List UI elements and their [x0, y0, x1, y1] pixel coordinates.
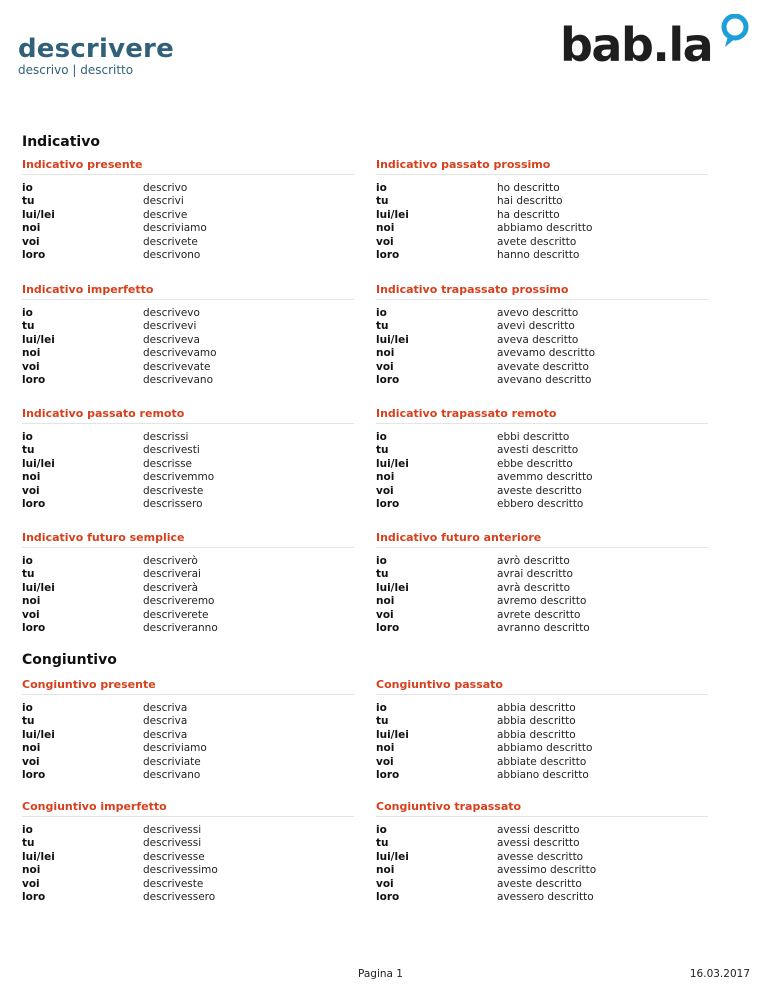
pronoun: lui/lei	[376, 581, 409, 594]
conjugation-table	[22, 702, 354, 782]
verb-form: aveva descritto	[497, 333, 579, 346]
logo-text: bab.la	[560, 18, 713, 72]
conjugation-row	[22, 702, 354, 715]
conjugation-row	[22, 444, 354, 457]
verb-form: avessimo descritto	[497, 864, 597, 877]
conjugation-row	[22, 568, 354, 581]
verb-form: descrisse	[143, 457, 193, 470]
verb-form: descriverete	[143, 608, 209, 621]
pronoun: noi	[376, 347, 395, 360]
verb-form: avrai descritto	[497, 568, 573, 581]
verb-form: avrò descritto	[497, 555, 570, 567]
pronoun: voi	[22, 877, 40, 890]
verb-form: abbia descritto	[497, 702, 576, 714]
conjugation-row	[22, 347, 354, 360]
conjugation-row	[22, 742, 354, 755]
pronoun: io	[376, 702, 387, 714]
conjugation-row	[22, 320, 354, 333]
pronoun: loro	[22, 621, 46, 634]
conjugation-row	[376, 878, 708, 891]
conjugation-table	[376, 307, 708, 387]
pronoun: noi	[22, 864, 41, 877]
tense-block-indicativo-passato-prossimo	[376, 156, 708, 262]
verb-form: avessi descritto	[497, 837, 580, 850]
tense-heading: Indicativo passato prossimo	[376, 156, 708, 175]
conjugation-row	[376, 702, 708, 715]
verb-form: ebbero descritto	[497, 497, 584, 510]
conjugation-row	[22, 864, 354, 877]
verb-form: avrete descritto	[497, 608, 581, 621]
conjugation-row	[22, 769, 354, 782]
conjugation-row	[376, 361, 708, 374]
tense-block-indicativo-imperfetto	[22, 281, 354, 387]
verb-form: descriveranno	[143, 621, 218, 634]
verb-form: avranno descritto	[497, 621, 590, 634]
pronoun: io	[376, 431, 387, 443]
pronoun: voi	[22, 360, 40, 373]
pronoun: noi	[376, 742, 395, 755]
conjugation-row	[22, 729, 354, 742]
conjugation-row	[22, 498, 354, 511]
pronoun: loro	[376, 621, 400, 634]
conjugation-row	[376, 715, 708, 728]
conjugation-table	[376, 182, 708, 262]
conjugation-row	[376, 307, 708, 320]
tense-block-indicativo-futuro-semplice	[22, 529, 354, 635]
conjugation-row	[22, 307, 354, 320]
pronoun: noi	[22, 742, 41, 755]
conjugation-row	[22, 334, 354, 347]
pronoun: noi	[22, 222, 41, 235]
tense-block-congiuntivo-passato	[376, 676, 708, 782]
pronoun: loro	[22, 497, 46, 510]
conjugation-row	[376, 334, 708, 347]
babla-logo	[560, 14, 750, 76]
tense-block-indicativo-futuro-anteriore	[376, 529, 708, 635]
pronoun: tu	[22, 444, 35, 457]
tense-block-indicativo-trapassato-remoto	[376, 405, 708, 511]
conjugation-row	[22, 891, 354, 904]
verb-form: descrivevo	[143, 307, 200, 319]
verb-form: descriviamo	[143, 222, 207, 235]
tense-heading: Congiuntivo passato	[376, 676, 708, 695]
pronoun: lui/lei	[376, 333, 409, 346]
tense-block-indicativo-presente	[22, 156, 354, 262]
pronoun: io	[22, 182, 33, 194]
conjugation-row	[376, 555, 708, 568]
conjugation-row	[22, 182, 354, 195]
pronoun: lui/lei	[22, 457, 55, 470]
verb-form: descrivesse	[143, 850, 205, 863]
page-number: Pagina 1	[358, 968, 403, 980]
conjugation-row	[22, 236, 354, 249]
pronoun: tu	[376, 837, 389, 850]
pronoun: io	[376, 307, 387, 319]
verb-form: avesti descritto	[497, 444, 579, 457]
tense-heading: Indicativo futuro semplice	[22, 529, 354, 548]
page-header	[18, 18, 750, 84]
tense-block-congiuntivo-imperfetto	[22, 798, 354, 904]
verb-principal-forms: descrivo | descritto	[18, 63, 134, 77]
conjugation-row	[376, 742, 708, 755]
pronoun: loro	[22, 890, 46, 903]
pronoun: tu	[376, 195, 389, 208]
pronoun: voi	[376, 360, 394, 373]
conjugation-row	[22, 361, 354, 374]
speech-bubble-icon	[720, 14, 750, 48]
conjugation-row	[376, 209, 708, 222]
verb-form: descrivessi	[143, 824, 202, 836]
conjugation-table	[376, 431, 708, 511]
conjugation-row	[22, 249, 354, 262]
verb-title: descrivere	[18, 34, 174, 64]
verb-form: avete descritto	[497, 235, 577, 248]
conjugation-row	[22, 485, 354, 498]
verb-form: descriverò	[143, 555, 198, 567]
pronoun: noi	[376, 471, 395, 484]
pronoun: loro	[376, 890, 400, 903]
pronoun: voi	[376, 877, 394, 890]
pronoun: io	[376, 182, 387, 194]
verb-form: descrivono	[143, 248, 201, 261]
tense-block-congiuntivo-presente	[22, 676, 354, 782]
pronoun: io	[22, 702, 33, 714]
verb-form: descrivessi	[143, 837, 202, 850]
pronoun: tu	[22, 715, 35, 728]
verb-form: descriveste	[143, 484, 204, 497]
conjugation-row	[22, 431, 354, 444]
pronoun: loro	[22, 248, 46, 261]
pronoun: voi	[22, 608, 40, 621]
verb-form: descrivevi	[143, 320, 197, 333]
conjugation-row	[22, 582, 354, 595]
verb-form: descrivesti	[143, 444, 200, 457]
verb-form: descriva	[143, 702, 188, 714]
verb-form: descrivevate	[143, 360, 211, 373]
verb-form: descriveva	[143, 333, 200, 346]
pronoun: tu	[22, 195, 35, 208]
conjugation-row	[22, 374, 354, 387]
conjugation-row	[22, 555, 354, 568]
pronoun: io	[22, 307, 33, 319]
verb-form: ebbi descritto	[497, 431, 570, 443]
conjugation-table	[22, 431, 354, 511]
verb-form: descriva	[143, 715, 188, 728]
conjugation-table	[22, 824, 354, 904]
verb-form: avevate descritto	[497, 360, 589, 373]
conjugation-row	[22, 458, 354, 471]
verb-form: descriveremo	[143, 595, 215, 608]
verb-form: descrivessimo	[143, 864, 218, 877]
verb-form: avremo descritto	[497, 595, 587, 608]
conjugation-table	[376, 555, 708, 635]
verb-form: abbiate descritto	[497, 755, 587, 768]
conjugation-row	[22, 878, 354, 891]
pronoun: voi	[376, 484, 394, 497]
conjugation-row	[22, 837, 354, 850]
pronoun: noi	[376, 595, 395, 608]
conjugation-table	[22, 182, 354, 262]
conjugation-row	[376, 769, 708, 782]
verb-form: descriviamo	[143, 742, 207, 755]
pronoun: voi	[22, 755, 40, 768]
print-date: 16.03.2017	[689, 968, 750, 980]
tense-heading: Congiuntivo presente	[22, 676, 354, 695]
verb-form: descrivi	[143, 195, 184, 208]
pronoun: noi	[376, 864, 395, 877]
conjugation-row	[376, 837, 708, 850]
pronoun: voi	[22, 235, 40, 248]
conjugation-row	[22, 209, 354, 222]
pronoun: tu	[22, 568, 35, 581]
pronoun: lui/lei	[22, 208, 55, 221]
pronoun: tu	[376, 568, 389, 581]
conjugation-table	[22, 555, 354, 635]
verb-form: descrissero	[143, 497, 203, 510]
verb-form: descriverai	[143, 568, 201, 581]
conjugation-row	[376, 458, 708, 471]
pronoun: noi	[22, 471, 41, 484]
verb-form: descrivessero	[143, 890, 216, 903]
conjugation-row	[376, 320, 708, 333]
tense-heading: Indicativo passato remoto	[22, 405, 354, 424]
conjugation-row	[22, 222, 354, 235]
conjugation-row	[376, 864, 708, 877]
verb-form: avemmo descritto	[497, 471, 593, 484]
conjugation-row	[22, 715, 354, 728]
conjugation-row	[22, 195, 354, 208]
pronoun: lui/lei	[22, 333, 55, 346]
verb-form: aveste descritto	[497, 877, 582, 890]
conjugation-row	[376, 249, 708, 262]
section-title-indicativo: Indicativo	[22, 134, 100, 150]
verb-form: descrivevamo	[143, 347, 217, 360]
conjugation-row	[376, 851, 708, 864]
pronoun: lui/lei	[22, 581, 55, 594]
tense-block-indicativo-passato-remoto	[22, 405, 354, 511]
tense-block-indicativo-trapassato-prossimo	[376, 281, 708, 387]
conjugation-row	[376, 444, 708, 457]
verb-form: descriva	[143, 728, 188, 741]
conjugation-row	[376, 431, 708, 444]
pronoun: lui/lei	[376, 850, 409, 863]
conjugation-row	[376, 729, 708, 742]
verb-form: avevano descritto	[497, 373, 592, 386]
pronoun: tu	[376, 715, 389, 728]
pronoun: lui/lei	[22, 728, 55, 741]
conjugation-row	[22, 851, 354, 864]
pronoun: loro	[376, 768, 400, 781]
verb-form: descrive	[143, 208, 188, 221]
verb-form: aveste descritto	[497, 484, 582, 497]
pronoun: lui/lei	[376, 728, 409, 741]
pronoun: loro	[22, 768, 46, 781]
pronoun: noi	[22, 347, 41, 360]
pronoun: io	[22, 555, 33, 567]
pronoun: noi	[376, 222, 395, 235]
pronoun: loro	[22, 373, 46, 386]
verb-form: avevo descritto	[497, 307, 579, 319]
conjugation-row	[22, 609, 354, 622]
conjugation-row	[376, 485, 708, 498]
tense-heading: Congiuntivo imperfetto	[22, 798, 354, 817]
pronoun: voi	[376, 235, 394, 248]
pronoun: io	[376, 824, 387, 836]
tense-heading: Indicativo trapassato prossimo	[376, 281, 708, 300]
conjugation-row	[376, 236, 708, 249]
conjugation-row	[376, 891, 708, 904]
conjugation-table	[376, 702, 708, 782]
verb-form: abbia descritto	[497, 728, 576, 741]
verb-form: abbiamo descritto	[497, 222, 593, 235]
verb-form: descrivano	[143, 768, 201, 781]
pronoun: loro	[376, 248, 400, 261]
conjugation-row	[376, 568, 708, 581]
conjugation-row	[22, 824, 354, 837]
conjugation-row	[22, 471, 354, 484]
pronoun: io	[22, 824, 33, 836]
conjugation-row	[376, 582, 708, 595]
verb-form: avevi descritto	[497, 320, 575, 333]
tense-heading: Indicativo trapassato remoto	[376, 405, 708, 424]
pronoun: lui/lei	[376, 208, 409, 221]
pronoun: io	[22, 431, 33, 443]
verb-form: abbiano descritto	[497, 768, 589, 781]
pronoun: voi	[22, 484, 40, 497]
verb-form: avesse descritto	[497, 850, 584, 863]
tense-heading: Indicativo presente	[22, 156, 354, 175]
conjugation-row	[22, 622, 354, 635]
tense-heading: Indicativo futuro anteriore	[376, 529, 708, 548]
conjugation-row	[22, 756, 354, 769]
verb-form: descrivete	[143, 235, 198, 248]
pronoun: io	[376, 555, 387, 567]
conjugation-row	[376, 182, 708, 195]
verb-form: descrivevano	[143, 373, 214, 386]
conjugation-row	[376, 374, 708, 387]
verb-form: hai descritto	[497, 195, 563, 208]
pronoun: voi	[376, 608, 394, 621]
pronoun: lui/lei	[376, 457, 409, 470]
verb-form: descriverà	[143, 581, 199, 594]
verb-form: abbia descritto	[497, 715, 576, 728]
conjugation-row	[22, 595, 354, 608]
tense-heading: Indicativo imperfetto	[22, 281, 354, 300]
conjugation-table	[22, 307, 354, 387]
verb-form: descrivemmo	[143, 471, 215, 484]
conjugation-row	[376, 595, 708, 608]
verb-form: ho descritto	[497, 182, 560, 194]
verb-form: abbiamo descritto	[497, 742, 593, 755]
pronoun: loro	[376, 497, 400, 510]
pronoun: lui/lei	[22, 850, 55, 863]
conjugation-row	[376, 195, 708, 208]
pronoun: tu	[376, 320, 389, 333]
verb-form: ebbe descritto	[497, 457, 573, 470]
conjugation-table	[376, 824, 708, 904]
conjugation-row	[376, 609, 708, 622]
tense-heading: Congiuntivo trapassato	[376, 798, 708, 817]
verb-form: descriveste	[143, 877, 204, 890]
verb-form: avessi descritto	[497, 824, 580, 836]
section-title-congiuntivo: Congiuntivo	[22, 652, 117, 668]
conjugation-row	[376, 222, 708, 235]
conjugation-row	[376, 471, 708, 484]
pronoun: tu	[22, 837, 35, 850]
verb-form: avrà descritto	[497, 581, 570, 594]
conjugation-row	[376, 622, 708, 635]
verb-form: descrivo	[143, 182, 188, 194]
verb-form: avevamo descritto	[497, 347, 596, 360]
pronoun: loro	[376, 373, 400, 386]
conjugation-row	[376, 347, 708, 360]
conjugation-row	[376, 498, 708, 511]
pronoun: tu	[22, 320, 35, 333]
verb-form: descrissi	[143, 431, 189, 443]
verb-form: ha descritto	[497, 208, 560, 221]
pronoun: voi	[376, 755, 394, 768]
verb-form: avessero descritto	[497, 890, 594, 903]
verb-form: hanno descritto	[497, 248, 580, 261]
conjugation-row	[376, 756, 708, 769]
tense-block-congiuntivo-trapassato	[376, 798, 708, 904]
conjugation-row	[376, 824, 708, 837]
pronoun: noi	[22, 595, 41, 608]
pronoun: tu	[376, 444, 389, 457]
verb-form: descriviate	[143, 755, 201, 768]
